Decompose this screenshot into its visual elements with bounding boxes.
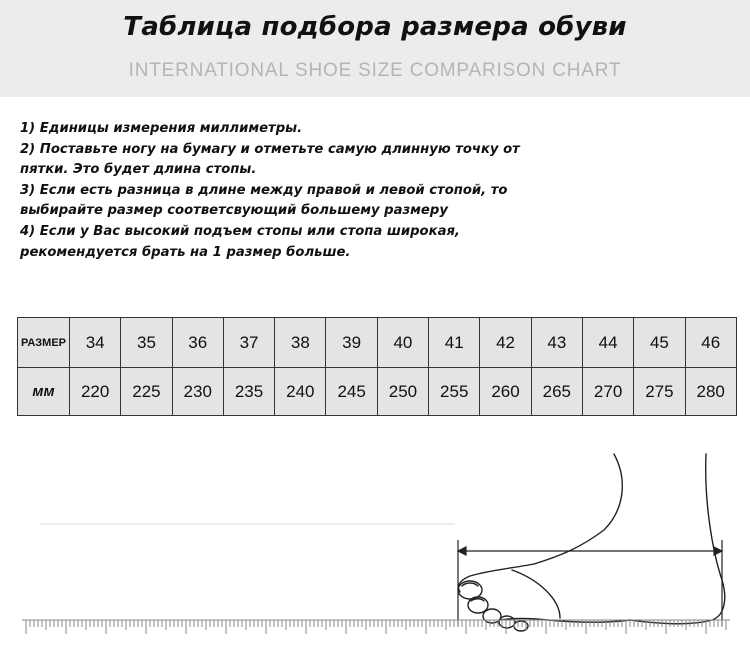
- size-cell: 38: [275, 318, 326, 368]
- ruler-icon: [26, 620, 726, 634]
- page-title: Таблица подбора размера обуви: [123, 12, 627, 42]
- mm-cell: 260: [480, 368, 531, 416]
- size-cell: 39: [326, 318, 377, 368]
- size-cell: 35: [121, 318, 172, 368]
- instruction-line: 4) Если у Вас высокий подъем стопы или стопа широкая,: [20, 223, 460, 239]
- mm-cell: 270: [582, 368, 633, 416]
- mm-cell: 275: [634, 368, 685, 416]
- instruction-line: пятки. Это будет длина стопы.: [20, 162, 257, 178]
- mm-row-header: мм: [18, 368, 70, 416]
- page-subtitle: INTERNATIONAL SHOE SIZE COMPARISON CHART: [128, 60, 622, 81]
- size-cell: 34: [70, 318, 121, 368]
- instructions-block: [20, 119, 580, 263]
- mm-cell: 255: [429, 368, 480, 416]
- instruction-line: выбирайте размер соответсвующий большему размеру: [20, 203, 448, 219]
- size-row-header: РАЗМЕР: [18, 318, 70, 368]
- instruction-line: 2) Поставьте ногу на бумагу и отметьте самую длинную точку от: [20, 141, 520, 157]
- size-cell: 46: [685, 318, 736, 368]
- foot-illustration-icon: [458, 454, 725, 631]
- mm-cell: 220: [70, 368, 121, 416]
- size-cell: 40: [377, 318, 428, 368]
- mm-cell: 235: [223, 368, 274, 416]
- size-chart-table: [17, 317, 737, 416]
- table-row-size: [18, 318, 737, 368]
- size-cell: 36: [172, 318, 223, 368]
- header-banner: [0, 0, 750, 97]
- mm-cell: 225: [121, 368, 172, 416]
- instruction-line: 1) Единицы измерения миллиметры.: [20, 121, 303, 136]
- size-cell: 42: [480, 318, 531, 368]
- mm-cell: 245: [326, 368, 377, 416]
- size-cell: 45: [634, 318, 685, 368]
- instruction-line: рекомендуется брать на 1 размер больше.: [20, 244, 351, 260]
- mm-cell: 240: [275, 368, 326, 416]
- instruction-line: 3) Если есть разница в длине между правой и левой стопой, то: [20, 182, 508, 198]
- table-row-mm: [18, 368, 737, 416]
- mm-cell: 265: [531, 368, 582, 416]
- mm-cell: 280: [685, 368, 736, 416]
- size-cell: 37: [223, 318, 274, 368]
- size-cell: 44: [582, 318, 633, 368]
- mm-cell: 250: [377, 368, 428, 416]
- length-measurement-line: [458, 540, 722, 626]
- size-cell: 43: [531, 318, 582, 368]
- size-cell: 41: [429, 318, 480, 368]
- foot-measurement-illustration: [0, 440, 750, 650]
- mm-cell: 230: [172, 368, 223, 416]
